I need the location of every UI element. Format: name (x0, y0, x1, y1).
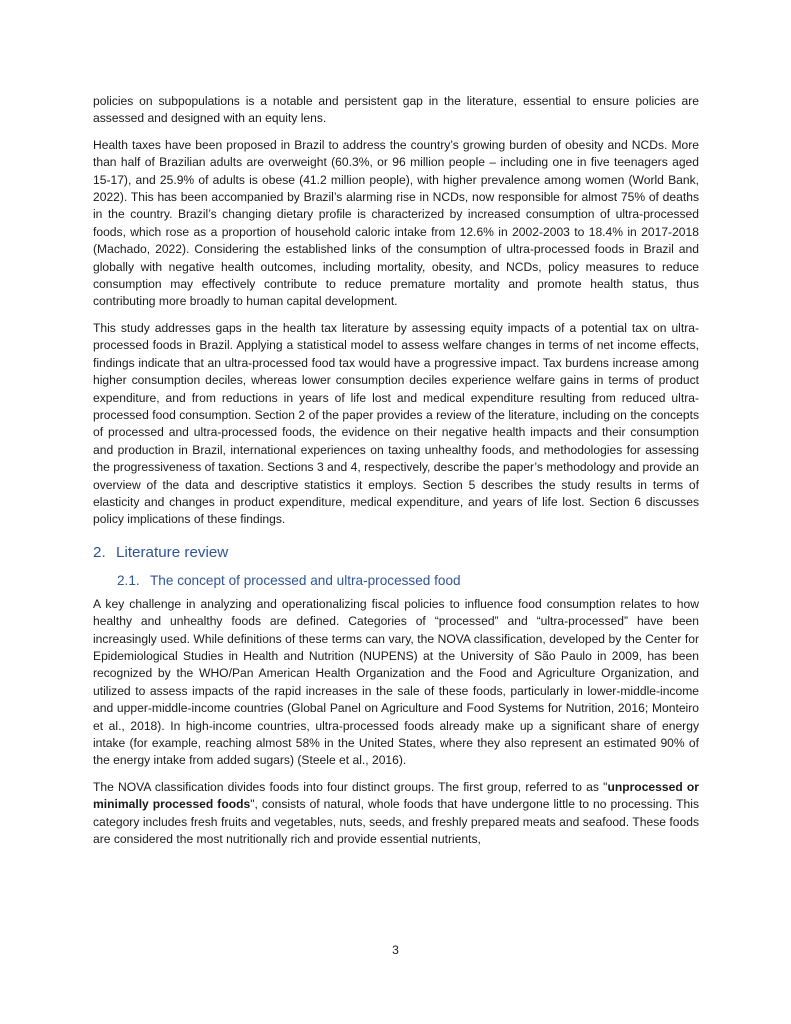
page-number: 3 (392, 943, 399, 957)
nova-text-before: The NOVA classification divides foods into four distinct groups. The first group, referred to as " (93, 779, 608, 794)
page-body (93, 93, 699, 857)
section-number: 2. (93, 543, 106, 561)
section-title: Literature review (116, 543, 229, 561)
subsection-number: 2.1. (117, 572, 140, 588)
section-heading-literature-review (93, 543, 699, 563)
subsection-title: The concept of processed and ultra-processed food (150, 572, 461, 588)
subsection-heading-concept (117, 572, 699, 590)
paragraph-nova-classification (93, 779, 699, 849)
paragraph-definitions: A key challenge in analyzing and operationalizing fiscal policies to influence food consumption relates to how healthy and unhealthy foods are defined. Categories of “processed” and “ultra-processed” have been increasingly used. While definitions of these terms can vary, the NOVA classification, developed by the Center for Epidemiological Studies in Health and Nutrition (NUPENS) at the University of São Paulo in 2009, has been recognized by the WHO/Pan American Health Organization and the Food and Agriculture Organization, and utilized to assess impacts of the rapid increases in the sale of these foods, particularly in lower-middle-income and upper-middle-income countries (Global Panel on Agriculture and Food Systems for Nutrition, 2016; Monteiro et al., 2018). In high-income countries, ultra-processed foods already make up a significant share of energy intake (for example, reaching almost 58% in the United States, where they also represent an estimated 90% of the energy intake from added sugars) (Steele et al., 2016). (93, 596, 699, 768)
nova-text-after: ", consists of natural, whole foods that have undergone little to no processing. This category includes fresh fruits and vegetables, nuts, seeds, and freshly prepared meats and seafood. These foods are considered the most nutritionally rich and provide essential nutrients, (93, 797, 699, 847)
paragraph-equity-gap: policies on subpopulations is a notable and persistent gap in the literature, essential to ensure policies are assessed and designed with an equity lens. (93, 94, 699, 126)
paragraph-study-overview: This study addresses gaps in the health tax literature by assessing equity impacts of a potential tax on ultra-processed foods in Brazil. Applying a statistical model to assess welfare changes in terms of net income effects, findings indicate that an ultra-processed food tax would have a progressive impact. Tax burdens increase among higher consumption deciles, whereas lower consumption deciles experience welfare gains in terms of product expenditure, and from reductions in years of life lost and medical expenditure resulting from reduced ultra-processed food consumption. Section 2 of the paper provides a review of the literature, including on the concepts of processed and ultra-processed foods, the evidence on their negative health impacts and their consumption and production in Brazil, international experiences on taxing unhealthy foods, and methodologies for assessing the progressiveness of taxation. Sections 3 and 4, respectively, describe the paper’s methodology and provide an overview of the data and descriptive statistics it employs. Section 5 describes the study results in terms of elasticity and changes in product expenditure, medical expenditure, and years of life lost. Section 6 discusses policy implications of these findings. (93, 320, 699, 527)
nova-group-one-term: unprocessed or minimally processed foods (93, 779, 699, 812)
paragraph-health-taxes-brazil: Health taxes have been proposed in Brazil to address the country’s growing burden of obesity and NCDs. More than half of Brazilian adults are overweight (60.3%, or 96 million people – including one in five teenagers aged 15-17), and 25.9% of adults is obese (41.2 million people), with higher prevalence among women (World Bank, 2022). This has been accompanied by Brazil’s alarming rise in NCDs, now responsible for almost 75% of deaths in the country. Brazil’s changing dietary profile is characterized by increased consumption of ultra-processed foods, which rose as a proportion of household caloric intake from 12.6% in 2002-2003 to 18.4% in 2017-2018 (Machado, 2022). Considering the established links of the consumption of ultra-processed foods in Brazil and globally with negative health outcomes, including mortality, obesity, and NCDs, policy measures to reduce consumption may effectively contribute to reduce premature mortality and promote health status, thus contributing more broadly to human capital development. (93, 137, 699, 309)
